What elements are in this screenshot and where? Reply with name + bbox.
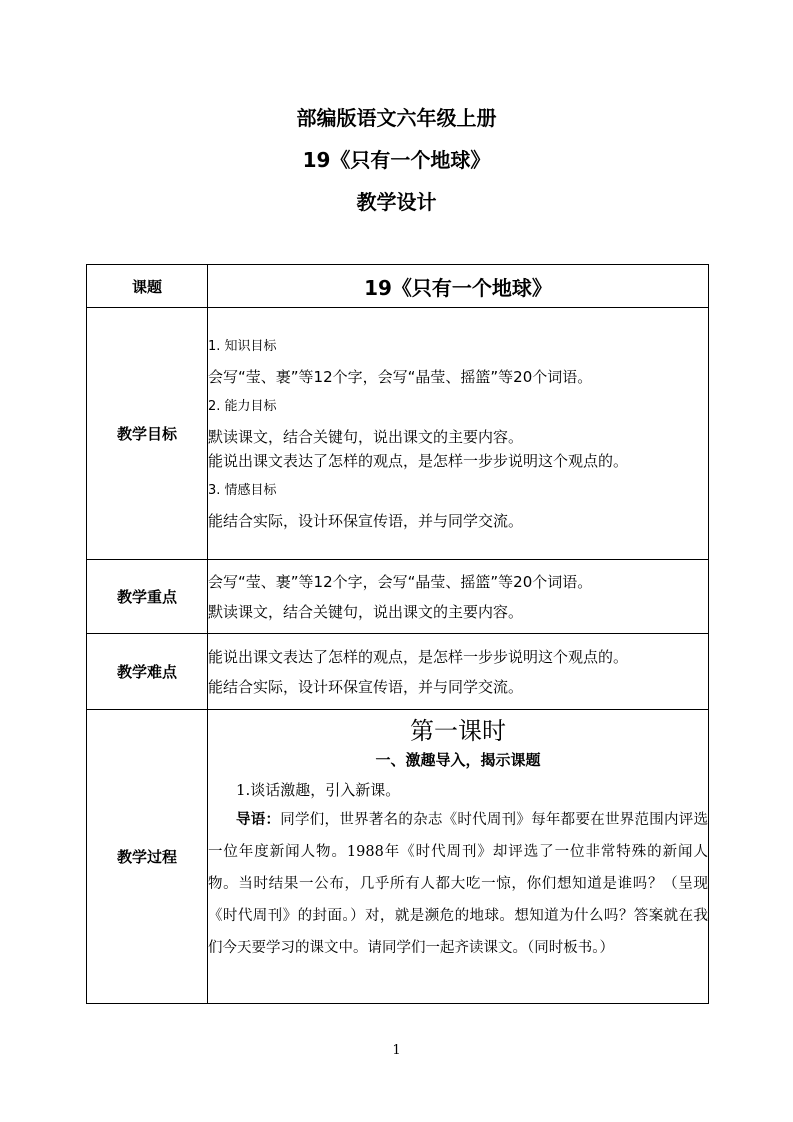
intro-paragraph	[208, 804, 708, 964]
ability-goal-text-1: 默读课文，结合关键句，说出课文的主要内容。	[208, 427, 524, 446]
key-points-row	[87, 560, 709, 634]
difficulty-1: 能说出课文表达了怎样的观点，是怎样一步步说明这个观点的。	[208, 647, 629, 666]
ability-goal-title: 2. 能力目标	[208, 398, 277, 414]
topic-label: 课题	[87, 265, 208, 308]
emotion-goal-title: 3. 情感目标	[208, 482, 277, 498]
lesson-name: 19《只有一个地球》	[302, 148, 491, 172]
difficulties-content	[208, 634, 709, 710]
difficulties-label: 教学难点	[87, 634, 208, 710]
lesson-period-title: 第一课时	[410, 717, 506, 745]
section-title: 一、激趣导入，揭示课题	[375, 751, 541, 769]
knowledge-goal-title: 1. 知识目标	[208, 338, 277, 354]
document-subtitle: 教学设计	[356, 190, 437, 214]
goals-row	[87, 308, 709, 560]
goals-content	[208, 308, 709, 560]
process-label: 教学过程	[87, 710, 208, 1004]
difficulty-2: 能结合实际，设计环保宣传语，并与同学交流。	[208, 677, 524, 696]
lesson-plan-table	[86, 264, 709, 1004]
topic-value: 19《只有一个地球》	[208, 265, 709, 308]
goals-label: 教学目标	[87, 308, 208, 560]
difficulties-row	[87, 634, 709, 710]
topic-row	[87, 265, 709, 308]
document-title: 部编版语文六年级上册	[296, 106, 497, 130]
emotion-goal-text: 能结合实际，设计环保宣传语，并与同学交流。	[208, 511, 524, 530]
process-content	[208, 710, 709, 1004]
intro-text: 同学们，世界著名的杂志《时代周刊》每年都要在世界范围内评选一位年度新闻人物。1988年《时代周刊》却评选了一位非常特殊的新闻人物。当时结果一公布，几乎所有人都大吃一惊，你们想知道是谁吗？（呈现《时代周刊》的封面。）对，就是濒危的地球。想知道为什么吗？答案就在我们今天要学习的课文中。请同学们一起齐读课文。（同时板书。）	[208, 812, 709, 956]
page-number: 1	[392, 1043, 401, 1058]
key-points-content	[208, 560, 709, 634]
key-point-1: 会写“莹、裹”等12个字，会写“晶莹、摇篮”等20个词语。	[208, 572, 593, 591]
key-point-2: 默读课文，结合关键句，说出课文的主要内容。	[208, 602, 524, 621]
key-points-label: 教学重点	[87, 560, 208, 634]
step-1: 1.谈话激趣，引入新课。	[236, 781, 401, 799]
knowledge-goal-text: 会写“莹、裹”等12个字，会写“晶莹、摇篮”等20个词语。	[208, 367, 593, 386]
intro-label: 导语：	[236, 812, 281, 828]
ability-goal-text-2: 能说出课文表达了怎样的观点，是怎样一步步说明这个观点的。	[208, 451, 629, 470]
process-row	[87, 710, 709, 1004]
